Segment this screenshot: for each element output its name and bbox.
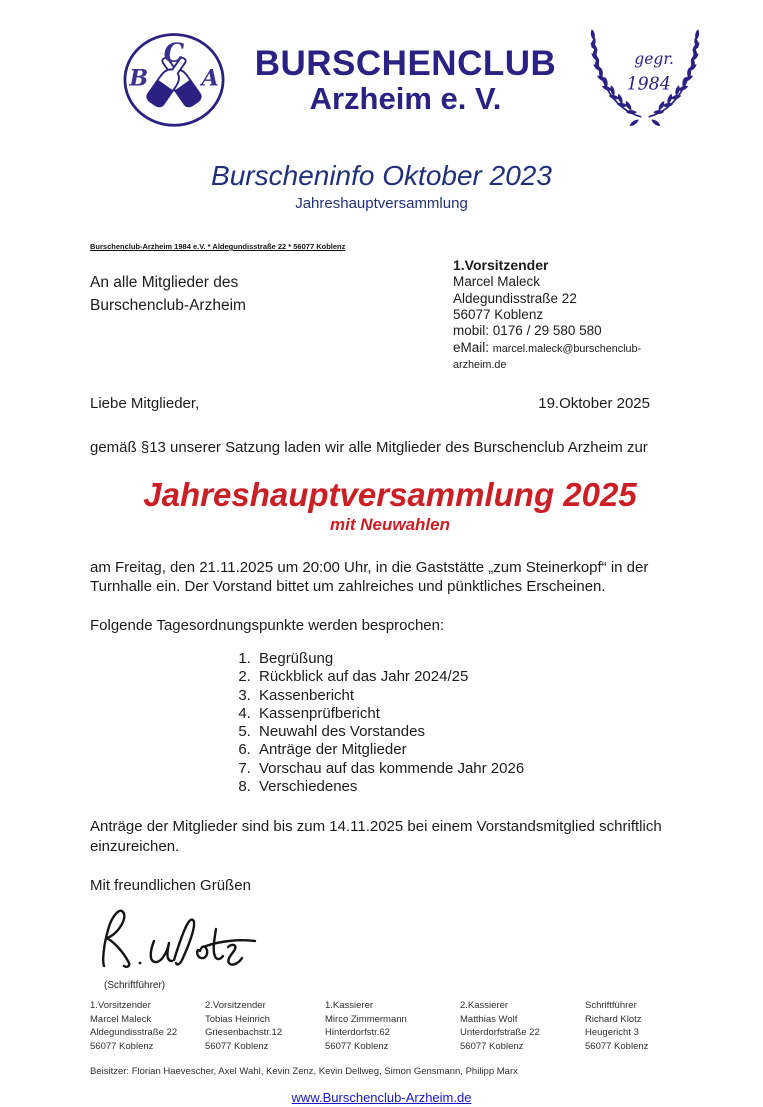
contact-role: 1.Vorsitzender — [453, 257, 549, 273]
board-name: Mirco Zimmermann — [325, 1013, 407, 1025]
board-street: Aldegundisstraße 22 — [90, 1027, 178, 1039]
recipient-line2: Burschenclub-Arzheim — [90, 297, 246, 315]
signature-handwriting — [92, 900, 763, 976]
meeting-headline: Jahreshauptversammlung 2025 — [143, 475, 637, 513]
logo-letter-top: C — [163, 38, 185, 69]
board-role: Schriftführer — [585, 1000, 637, 1012]
board-city: 56077 Koblenz — [205, 1040, 269, 1052]
contact-mobile-label: mobil: — [453, 323, 490, 339]
board-street: Heugericht 3 — [585, 1027, 639, 1039]
contact-city: 56077 Koblenz — [453, 307, 544, 323]
contact-email — [453, 340, 689, 373]
board-name: Matthias Wolf — [460, 1013, 518, 1025]
board-street: Unterdorfstraße 22 — [460, 1027, 540, 1039]
laurel-wreath-icon — [581, 24, 709, 137]
intro-paragraph: gemäß §13 unserer Satzung laden wir alle Mitglieder des Burschenclub Arzheim zur — [90, 438, 648, 456]
board-role: 1.Kassierer — [325, 1000, 374, 1012]
agenda-item: 6. Anträge der Mitglieder — [255, 741, 763, 759]
club-emblem-icon — [118, 28, 230, 133]
agenda-list — [228, 650, 763, 796]
club-name-line1: BURSCHENCLUB — [254, 43, 557, 83]
board-name: Tobias Heinrich — [205, 1013, 270, 1025]
board-name: Richard Klotz — [585, 1013, 642, 1025]
agenda-item: 8. Verschiedenes — [255, 778, 763, 796]
meeting-details-paragraph: am Freitag, den 21.11.2025 um 20:00 Uhr, in die Gaststätte „zum Steinerkopf“ in der Turnhalle ein. Der Vorstand bittet um zahlreiches und pünktliches Erscheinen. — [90, 558, 649, 595]
board-city: 56077 Koblenz — [90, 1040, 154, 1052]
closing-note: Anträge der Mitglieder sind bis zum 14.11.2025 bei einem Vorstandsmitglied schriftlich einzureichen. — [90, 818, 662, 855]
board-name: Marcel Maleck — [90, 1013, 152, 1025]
address-row — [90, 257, 689, 373]
board-role: 1.Vorsitzender — [90, 1000, 151, 1012]
agenda-intro: Folgende Tagesordnungspunkte werden besprochen: — [90, 616, 445, 634]
agenda-item: 5. Neuwahl des Vorstandes — [255, 723, 763, 741]
agenda-item: 4. Kassenprüfbericht — [255, 705, 763, 723]
board-role: 2.Vorsitzender — [205, 1000, 266, 1012]
letterhead — [0, 0, 763, 137]
board-member — [325, 999, 460, 1053]
contact-block — [453, 257, 689, 373]
board-member — [90, 999, 205, 1053]
club-name — [230, 43, 581, 116]
board-city: 56077 Koblenz — [585, 1040, 649, 1052]
website-link[interactable]: www.Burschenclub-Arzheim.de — [291, 1090, 472, 1106]
wreath-text-year: 1984 — [626, 74, 671, 95]
website-row — [0, 1089, 763, 1107]
board-member — [460, 999, 585, 1053]
recipient-line1: An alle Mitglieder des — [90, 274, 239, 291]
agenda-item: 2. Rückblick auf das Jahr 2024/25 — [255, 668, 763, 686]
club-name-line2: Arzheim e. V. — [309, 80, 502, 116]
contact-email-label: eMail: — [453, 339, 490, 355]
board-street: Hinterdorfstr.62 — [325, 1027, 390, 1039]
salutation: Liebe Mitglieder, — [90, 394, 200, 412]
wreath-text-gegr: gegr. — [634, 49, 675, 68]
agenda-item: 1. Begrüßung — [255, 650, 763, 668]
sender-line: Burschenclub-Arzheim 1984 e.V. * Aldegundisstraße 22 * 56077 Koblenz — [90, 242, 346, 251]
letter-date: 19.Oktober 2025 — [538, 394, 650, 412]
beisitzer-line: Beisitzer: Florian Haevescher, Axel Wahl, Kevin Zenz, Kevin Dellweg, Simon Gensmann, Philipp Marx — [90, 1066, 518, 1078]
logo-letter-right: A — [201, 65, 219, 92]
contact-mobile — [453, 323, 689, 339]
board-member — [585, 999, 723, 1053]
board-city: 56077 Koblenz — [325, 1040, 389, 1052]
board-member — [205, 999, 325, 1053]
recipient-block — [90, 271, 246, 373]
board-street: Griesenbachstr.12 — [205, 1027, 283, 1039]
salutation-row — [90, 395, 650, 412]
board-role: 2.Kassierer — [460, 1000, 509, 1012]
contact-name: Marcel Maleck — [453, 274, 541, 290]
newsletter-subtitle: Jahreshauptversammlung — [295, 195, 468, 212]
regards-line: Mit freundlichen Grüßen — [90, 877, 251, 895]
agenda-item: 7. Vorschau auf das kommende Jahr 2026 — [255, 760, 763, 778]
board-directory — [90, 999, 723, 1053]
board-city: 56077 Koblenz — [460, 1040, 524, 1052]
contact-mobile-value: 0176 / 29 580 580 — [492, 323, 602, 339]
contact-email-value: marcel.maleck@burschenclub-arzheim.de — [453, 342, 642, 372]
newsletter-title: Burscheninfo Oktober 2023 — [211, 160, 552, 191]
agenda-item: 3. Kassenbericht — [255, 687, 763, 705]
meeting-subheadline: mit Neuwahlen — [330, 514, 450, 534]
logo-letter-left: B — [129, 65, 149, 92]
signature-role: (Schriftführer) — [104, 980, 166, 992]
contact-street: Aldegundisstraße 22 — [453, 290, 577, 306]
